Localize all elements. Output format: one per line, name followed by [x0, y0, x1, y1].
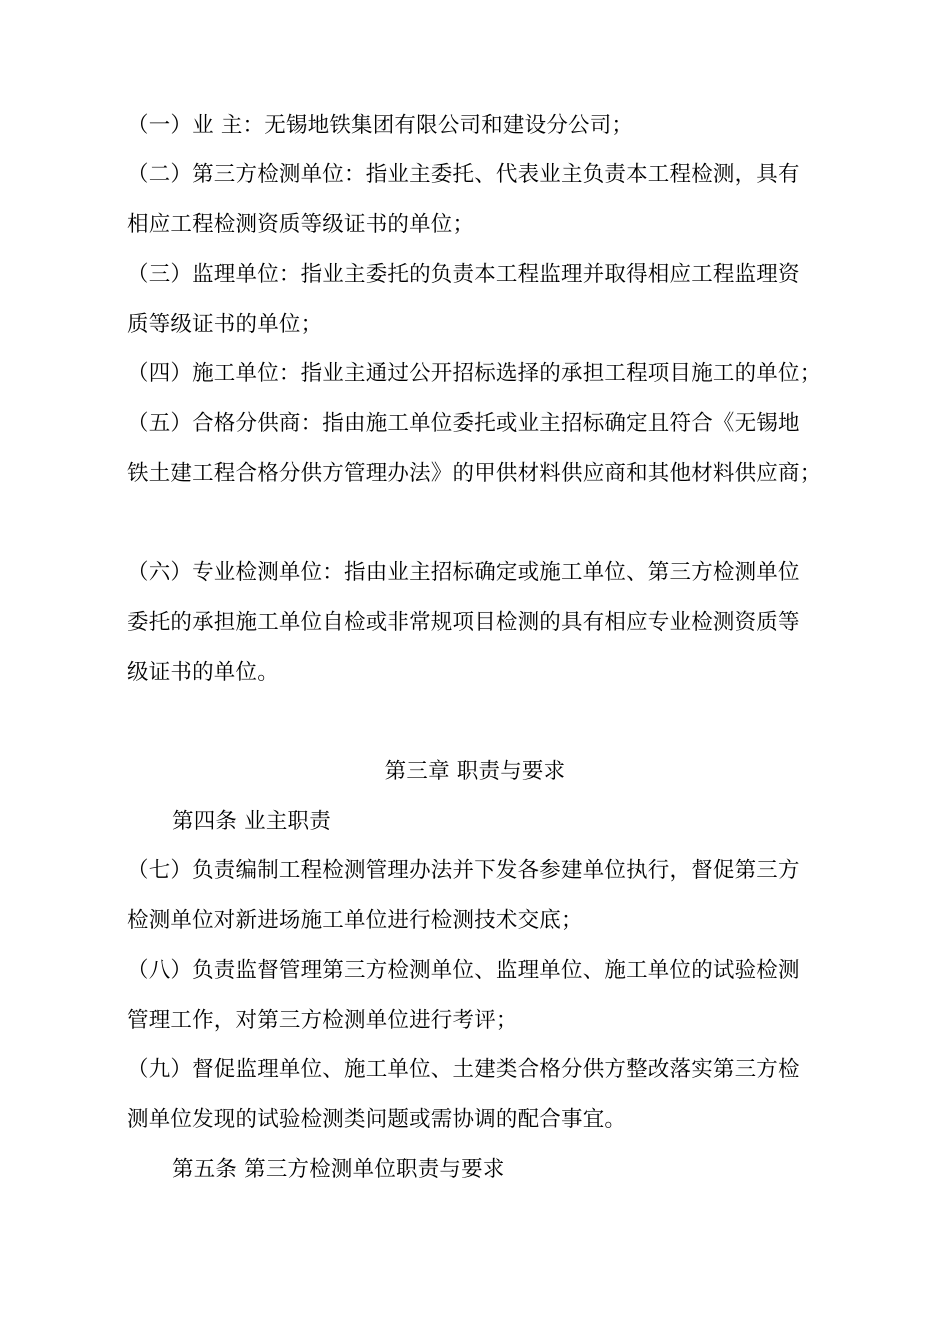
definition-owner: （一）业 主：无锡地铁集团有限公司和建设分公司；: [127, 113, 634, 138]
definition-supplier-line1: （五）合格分供商：指由施工单位委托或业主招标确定且符合《无锡地: [127, 411, 800, 436]
owner-duty-1-line1: （七）负责编制工程检测管理办法并下发各参建单位执行，督促第三方: [127, 858, 800, 883]
definition-specialist-line1: （六）专业检测单位：指由业主招标确定或施工单位、第三方检测单位: [127, 560, 800, 585]
owner-duty-1-line2: 检测单位对新进场施工单位进行检测技术交底；: [127, 908, 583, 933]
definition-third-party-line2: 相应工程检测资质等级证书的单位；: [127, 212, 475, 237]
owner-duty-2-line1: （八）负责监督管理第三方检测单位、监理单位、施工单位的试验检测: [127, 958, 800, 983]
article-4-title: 第四条 业主职责: [172, 809, 331, 834]
definition-supervision-line1: （三）监理单位：指业主委托的负责本工程监理并取得相应工程监理资: [127, 262, 800, 287]
definition-supplier-line2: 铁土建工程合格分供方管理办法》的甲供材料供应商和其他材料供应商；: [127, 461, 822, 486]
owner-duty-3-line2: 测单位发现的试验检测类问题或需协调的配合事宜。: [127, 1107, 627, 1132]
chapter-title: 第三章 职责与要求: [384, 759, 566, 784]
owner-duty-2-line2: 管理工作，对第三方检测单位进行考评；: [127, 1008, 518, 1033]
owner-duty-3-line1: （九）督促监理单位、施工单位、土建类合格分供方整改落实第三方检: [127, 1057, 800, 1082]
definition-supervision-line2: 质等级证书的单位；: [127, 312, 323, 337]
definition-specialist-line2: 委托的承担施工单位自检或非常规项目检测的具有相应专业检测资质等: [127, 610, 800, 635]
definition-construction: （四）施工单位：指业主通过公开招标选择的承担工程项目施工的单位；: [127, 361, 822, 386]
definition-specialist-line3: 级证书的单位。: [127, 660, 279, 685]
definition-third-party-line1: （二）第三方检测单位：指业主委托、代表业主负责本工程检测，具有: [127, 162, 800, 187]
article-5-title: 第五条 第三方检测单位职责与要求: [172, 1157, 505, 1182]
